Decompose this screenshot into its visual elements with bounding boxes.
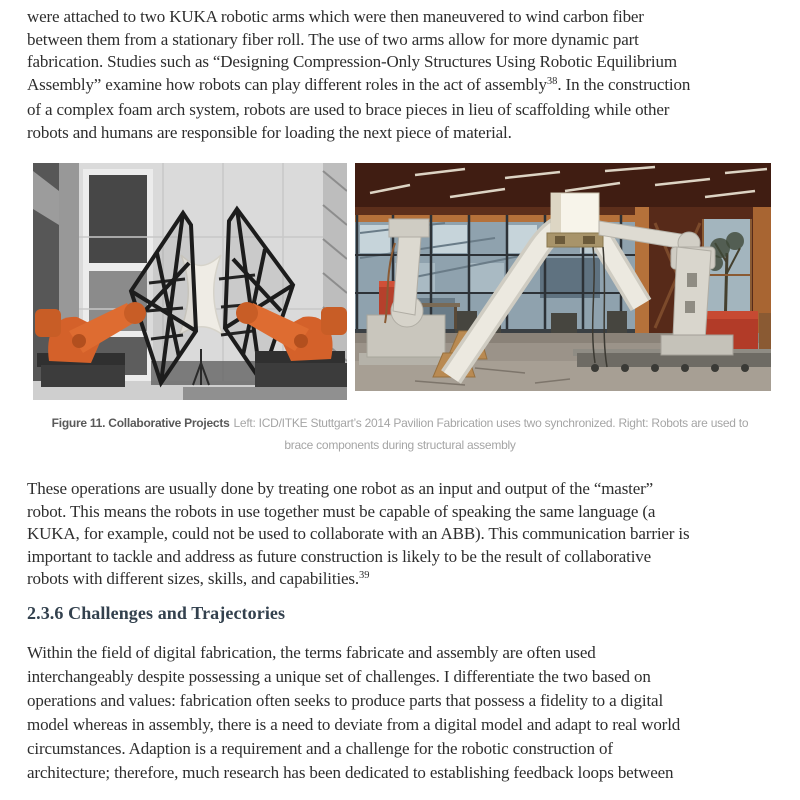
right-photo-arch-bracing (355, 163, 771, 391)
paragraph-middle (27, 478, 787, 594)
text-line: Within the field of digital fabrication, the terms fabricate and assembly are often used (27, 643, 596, 662)
text-line: important to tackle and address as future construction is likely to be the result of collaborative (27, 546, 652, 566)
text-segment: Assembly” examine how robots can play different roles in the act of assembly (27, 74, 547, 94)
text-line: interchangeably despite possessing a unique set of challenges. I differentiate the two based on (27, 667, 651, 686)
text-line: model whereas in assembly, there is a need to deviate from a digital model and adapt to real world (27, 715, 681, 734)
footnote-ref-38: 38 (546, 75, 558, 87)
text-line: operations and values: fabrication often seeks to produce parts that possess a fidelity to a digital (27, 691, 664, 710)
left-photo-kuka-winding (33, 163, 347, 400)
text-line: robot. This means the robots in use together must be capable of speaking the same language (a (27, 501, 656, 521)
text-line: were attached to two KUKA robotic arms which were then maneuvered to wind carbon fiber (27, 7, 644, 26)
text-line: of a complex foam arch system, robots are used to brace pieces in lieu of scaffolding while other (27, 100, 670, 119)
caption-line-1 (0, 412, 800, 434)
text-segment: robots with different sizes, skills, and capabilities. (27, 569, 359, 588)
text-line: robots and humans are responsible for loading the next piece of material. (27, 122, 512, 142)
text-line (27, 74, 787, 100)
text-line: architecture; therefore, much research has been dedicated to establishing feedback loops between (27, 763, 674, 782)
caption-text: Left: ICD/ITKE Stuttgart’s 2014 Pavilion Fabrication uses two synchronized. Right: Robots are used to (233, 416, 749, 430)
caption-line-2: brace components during structural assembly (284, 438, 516, 452)
text-line: KUKA, for example, could not be used to collaborate with an ABB). This communication barrier is (27, 524, 690, 543)
text-line: fabrication. Studies such as “Designing Compression-Only Structures Using Robotic Equilibrium (27, 52, 677, 71)
footnote-ref-39: 39 (359, 570, 370, 581)
caption-label: Figure 11. Collaborative Projects (51, 416, 230, 430)
text-line: These operations are usually done by treating one robot as an input and output of the “master” (27, 479, 654, 498)
paragraph-bottom (27, 641, 787, 785)
paragraph-top (27, 6, 787, 144)
section-heading: 2.3.6 Challenges and Trajectories (27, 603, 286, 623)
text-line: circumstances. Adaption is a requirement and a challenge for the robotic construction of (27, 739, 613, 758)
end-effector-box (547, 193, 603, 247)
figure-11 (33, 163, 771, 400)
text-segment: . In the construction (557, 74, 691, 94)
text-line: between them from a stationary fiber roll. The use of two arms allow for more dynamic part (27, 29, 639, 49)
text-line (27, 568, 787, 594)
figure-caption (0, 412, 800, 456)
